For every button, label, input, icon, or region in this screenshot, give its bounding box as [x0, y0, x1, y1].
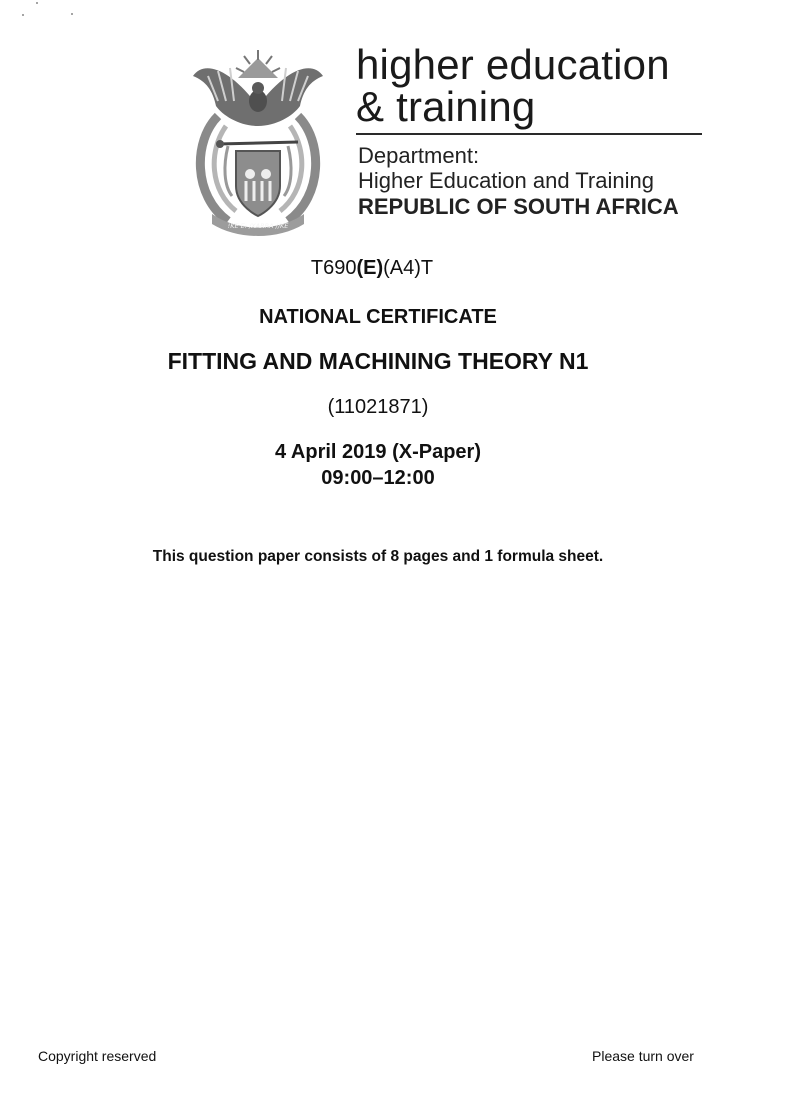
brand-title-line1: higher education [356, 41, 670, 88]
exam-time: 09:00–12:00 [321, 467, 435, 489]
department-label: Department: [358, 143, 480, 168]
scan-speck [36, 2, 38, 4]
exam-date: 4 April 2019 (X-Paper) [274, 441, 481, 463]
paper-number: (11021871) [327, 396, 429, 418]
scan-speck [22, 14, 24, 16]
paper-code-suffix: (A4)T [383, 257, 434, 279]
subject-title: FITTING AND MACHINING THEORY N1 [167, 348, 589, 374]
svg-text:!KE E: /XARRA //KE: !KE E: /XARRA //KE [227, 222, 289, 230]
brand-title-line2: & training [356, 83, 536, 130]
scan-speck [71, 13, 73, 15]
paper-code [0, 257, 772, 280]
coat-of-arms-icon [188, 46, 328, 236]
pages-note: This question paper consists of 8 pages and 1 formula sheet. [152, 548, 604, 565]
paper-code-language: (E) [356, 257, 384, 279]
certificate-title: NATIONAL CERTIFICATE [259, 306, 497, 328]
paper-code-prefix: T690 [310, 257, 357, 279]
department-name: Higher Education and Training [358, 168, 654, 193]
turn-over-notice: Please turn over [592, 1048, 694, 1064]
copyright-notice: Copyright reserved [38, 1048, 157, 1064]
brand-divider [356, 133, 702, 135]
country-name: REPUBLIC OF SOUTH AFRICA [358, 194, 679, 219]
